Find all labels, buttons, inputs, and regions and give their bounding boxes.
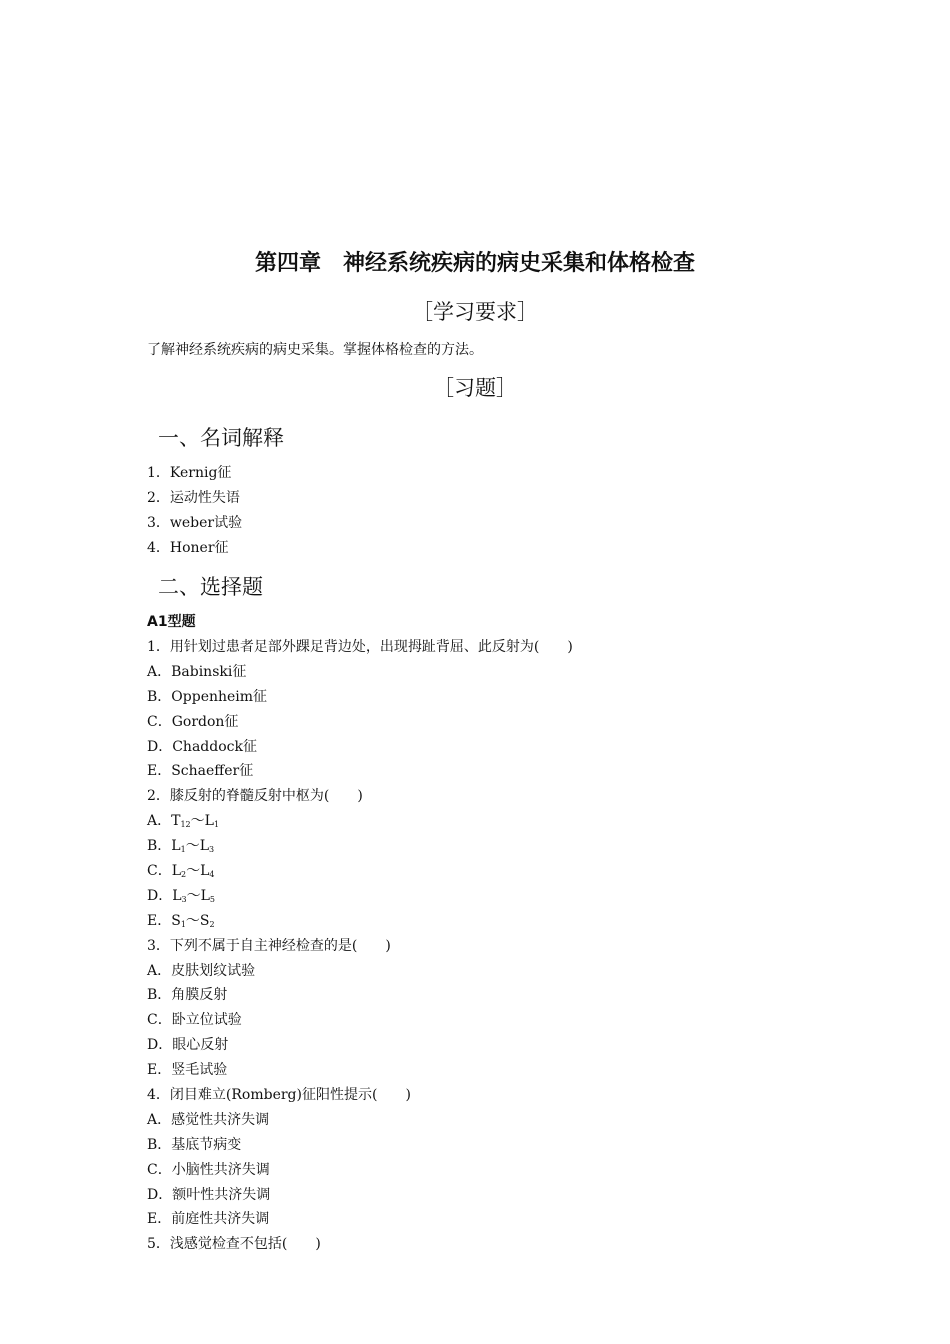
exercises-heading: ［习题］: [433, 376, 517, 400]
study-requirements-text: 了解神经系统疾病的病史采集。掌握体格检查的方法。: [147, 342, 483, 358]
segment-letter: S: [199, 912, 210, 929]
range-symbol: ～: [190, 813, 205, 830]
question-type-label: A1型题: [147, 614, 196, 630]
option-line: D．眼心反射: [147, 1037, 229, 1054]
option-line: D．额叶性共济失调: [147, 1186, 271, 1203]
segment-letter: L: [199, 838, 209, 855]
segment-letter: T: [171, 813, 181, 830]
chapter-title: 第四章 神经系统疾病的病史采集和体格检查: [254, 250, 695, 276]
segment-number: 12: [180, 820, 191, 830]
option-line: D．Chaddock征: [147, 738, 257, 755]
option-line: [147, 834, 573, 859]
option-line: E．竖毛试验: [147, 1062, 228, 1079]
segment-number: 5: [209, 894, 216, 904]
segment-letter: L: [172, 887, 182, 904]
segment-letter: L: [171, 863, 182, 880]
segment-number: 1: [180, 845, 186, 855]
segment-letter: L: [200, 887, 210, 904]
option-line: E．前庭性共济失调: [147, 1211, 270, 1228]
range-symbol: ～: [185, 912, 200, 929]
segment-number: 1: [213, 820, 220, 830]
term-item: 3．weber试验: [147, 514, 243, 531]
segment-letter: L: [200, 863, 210, 880]
range-symbol: ～: [185, 838, 200, 855]
question-line: 1．用针划过患者足部外踝足背边处，出现拇趾背屈、此反射为( ): [147, 639, 573, 655]
part2-heading: 二、选择题: [158, 575, 263, 599]
option-prefix: D．: [147, 887, 173, 904]
segment-letter: S: [171, 912, 181, 929]
option-line: C．小脑性共济失调: [147, 1161, 270, 1178]
option-prefix: A．: [147, 813, 172, 830]
segment-number: 3: [181, 894, 187, 904]
option-line: E．Schaeffer征: [147, 763, 254, 780]
option-line: A．感觉性共济失调: [147, 1111, 270, 1128]
option-line: [147, 884, 573, 909]
option-line: [147, 909, 573, 934]
option-line: [147, 859, 573, 884]
question-line: 5．浅感觉检查不包括( ): [147, 1236, 321, 1253]
option-prefix: B．: [147, 838, 172, 855]
range-symbol: ～: [186, 863, 201, 880]
segment-letter: L: [204, 813, 214, 830]
option-prefix: E．: [147, 912, 172, 929]
option-prefix: C．: [147, 863, 172, 880]
term-item: 4．Honer征: [147, 539, 229, 556]
question-list: [147, 635, 573, 1257]
segment-number: 3: [208, 845, 215, 855]
term-item: 2．运动性失语: [147, 489, 240, 506]
segment-number: 4: [209, 870, 215, 880]
option-line: [147, 809, 573, 834]
question-line: 3．下列不属于自主神经检查的是( ): [147, 937, 391, 954]
segment-letter: L: [171, 838, 181, 855]
question-line: 4．闭目难立(Romberg)征阳性提示( ): [147, 1087, 411, 1104]
study-requirements-heading: ［学习要求］: [412, 300, 538, 324]
option-line: B．基底节病变: [147, 1136, 242, 1153]
term-list: [147, 461, 242, 561]
question-line: 2．膝反射的脊髓反射中枢为( ): [147, 788, 363, 805]
term-item: 1．Kernig征: [147, 465, 232, 481]
option-line: B．Oppenheim征: [147, 688, 268, 705]
option-line: A．皮肤划纹试验: [147, 962, 256, 979]
option-line: C．卧立位试验: [147, 1012, 242, 1029]
option-line: C．Gordon征: [147, 713, 239, 730]
segment-number: 1: [180, 919, 186, 929]
segment-number: 2: [209, 919, 215, 929]
range-symbol: ～: [186, 887, 201, 904]
part1-heading: 一、名词解释: [158, 426, 284, 450]
option-line: B．角膜反射: [147, 987, 228, 1004]
option-line: A．Babinski征: [147, 663, 247, 680]
segment-number: 2: [181, 870, 187, 880]
